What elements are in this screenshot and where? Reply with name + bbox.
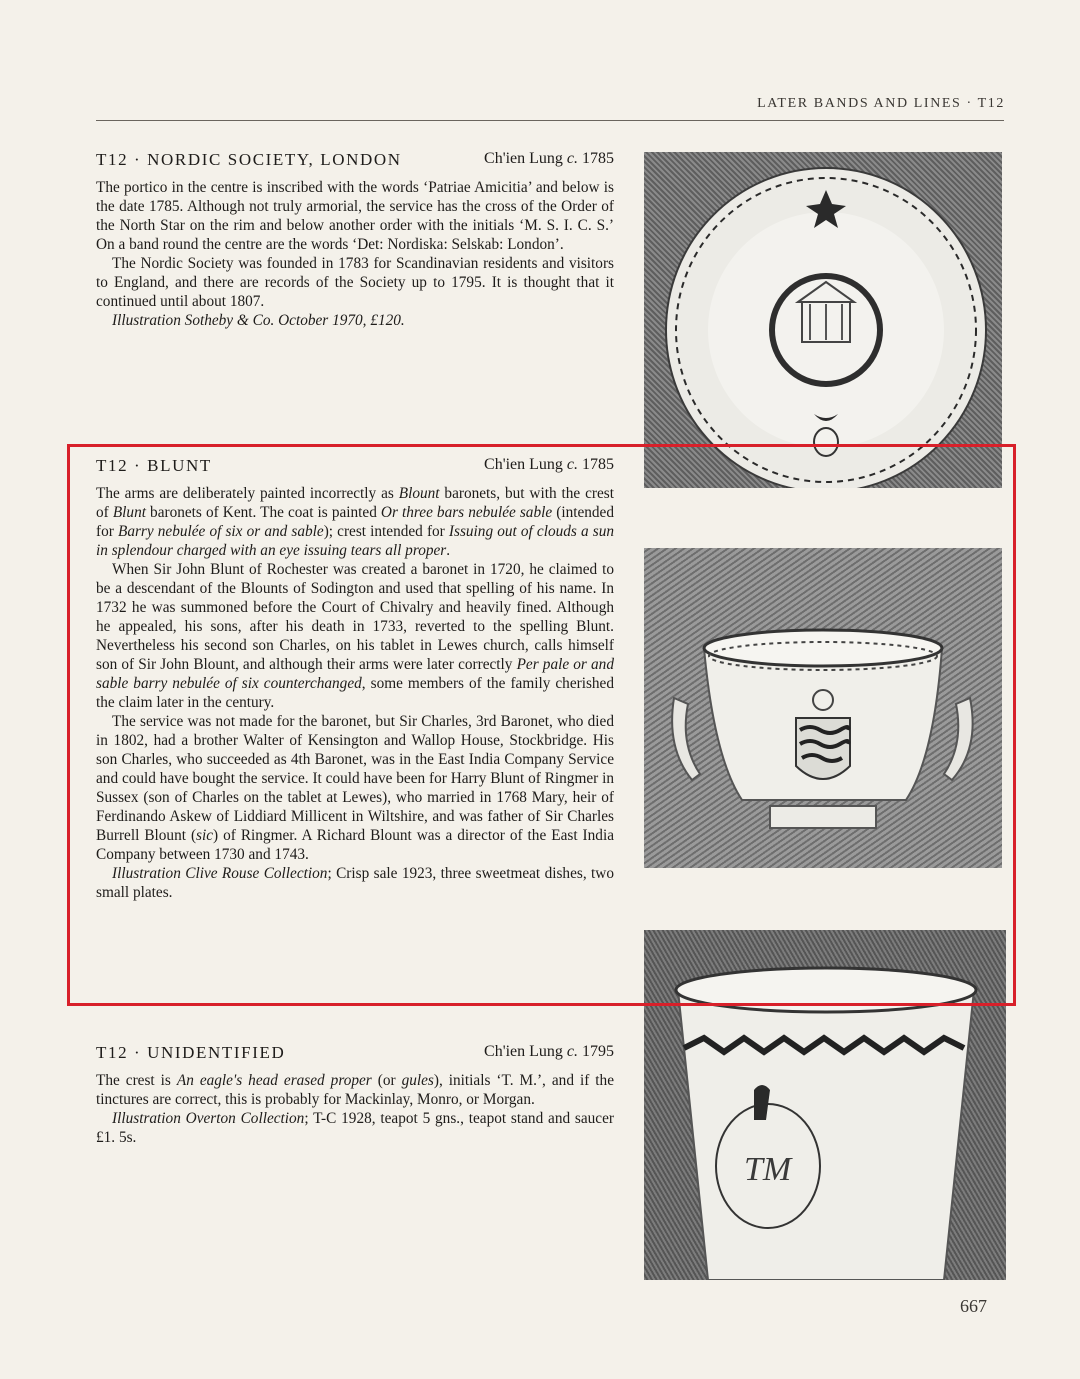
plate-photo xyxy=(644,152,1002,488)
illustration-credit: Illustration Sotheby & Co. October 1970, £120. xyxy=(112,312,405,329)
entry-date: Ch'ien Lung c. 1785 xyxy=(484,150,614,167)
entry-date: Ch'ien Lung c. 1795 xyxy=(484,1043,614,1060)
entry-unidentified xyxy=(96,1043,614,1147)
paragraph: The arms are deliberately painted incorrectly as Blount baronets, but with the crest of Blunt baronets of Kent. The coat is painted Or three bars nebulée sable (intended for Barry nebulée of six or and sable); crest intended for Issuing out of clouds a sun in splendour charged with an eye issuing tears all proper. xyxy=(96,485,614,559)
entry-title: T12 · UNIDENTIFIED xyxy=(96,1043,286,1062)
entry-title: T12 · NORDIC SOCIETY, LONDON xyxy=(96,150,402,169)
entry-date: Ch'ien Lung c. 1785 xyxy=(484,456,614,473)
page-number: 667 xyxy=(960,1296,987,1316)
entry-heading xyxy=(96,150,614,172)
illustration-credit: Illustration Clive Rouse Collection; Crisp sale 1923, three sweetmeat dishes, two small plates. xyxy=(96,865,614,901)
running-head: LATER BANDS AND LINES · T12 xyxy=(757,96,1005,111)
svg-text:TM: TM xyxy=(744,1151,792,1188)
paragraph: The service was not made for the baronet, but Sir Charles, 3rd Baronet, who died in 1802, had a brother Walter of Kensington and Wallop House, Stockbridge. His son Charles, who succeeded as 4th Baronet, was in the East India Company Service and could have bought the service. It could have been for Harry Blunt of Ringmer in Sussex (son of Charles on the tablet at Lewes), who married in 1768 Mary, heir of Ferdinando Askew of Liddiard Millicent in Wiltshire, and was father of Sir Charles Burrell Blount (sic) of Ringmer. A Richard Blount was a director of the East India Company between 1730 and 1743. xyxy=(96,713,614,863)
paragraph: The Nordic Society was founded in 1783 for Scandinavian residents and visitors to England, and there are records of the Society up to 1795. It is thought that it continued until about 1807. xyxy=(96,255,614,310)
paragraph: The crest is An eagle's head erased proper (or gules), initials ‘T. M.’, and if the tinctures are correct, this is probably for Mackinlay, Monro, or Morgan. xyxy=(96,1072,614,1108)
highlight-box xyxy=(67,444,1016,1006)
header-rule xyxy=(96,120,1004,121)
paragraph: When Sir John Blunt of Rochester was created a baronet in 1720, he claimed to be a descendant of the Blounts of Sodington and used that spelling of his name. In 1732 he was summoned before the Court of Chivalry and heavily fined. Although he appealed, his sons, after his death in 1733, reverted to the spelling Blunt. Nevertheless his second son Charles, on his tablet in Lewes church, calls himself son of Sir John Blount, and although their arms were later correctly Per pale or and sable barry nebulée of six counterchanged, some members of the family cherished the claim later in the century. xyxy=(96,561,614,711)
entry-heading xyxy=(96,1043,614,1065)
entry-nordic-society xyxy=(96,150,614,330)
illustration-credit: Illustration Overton Collection; T-C 1928, teapot 5 gns., teapot stand and saucer £1. 5s. xyxy=(96,1110,614,1146)
paragraph: The portico in the centre is inscribed with the words ‘Patriae Amicitia’ and below is the date 1785. Although not truly armorial, the service has the cross of the Order of the North Star on the rim and below another order with the initials ‘M. S. I. C. S.’ On a band round the centre are the words ‘Det: Nordiska: Selskab: London’. xyxy=(96,179,614,253)
plate-illustration xyxy=(644,152,1002,488)
entry-title: T12 · BLUNT xyxy=(96,456,212,475)
